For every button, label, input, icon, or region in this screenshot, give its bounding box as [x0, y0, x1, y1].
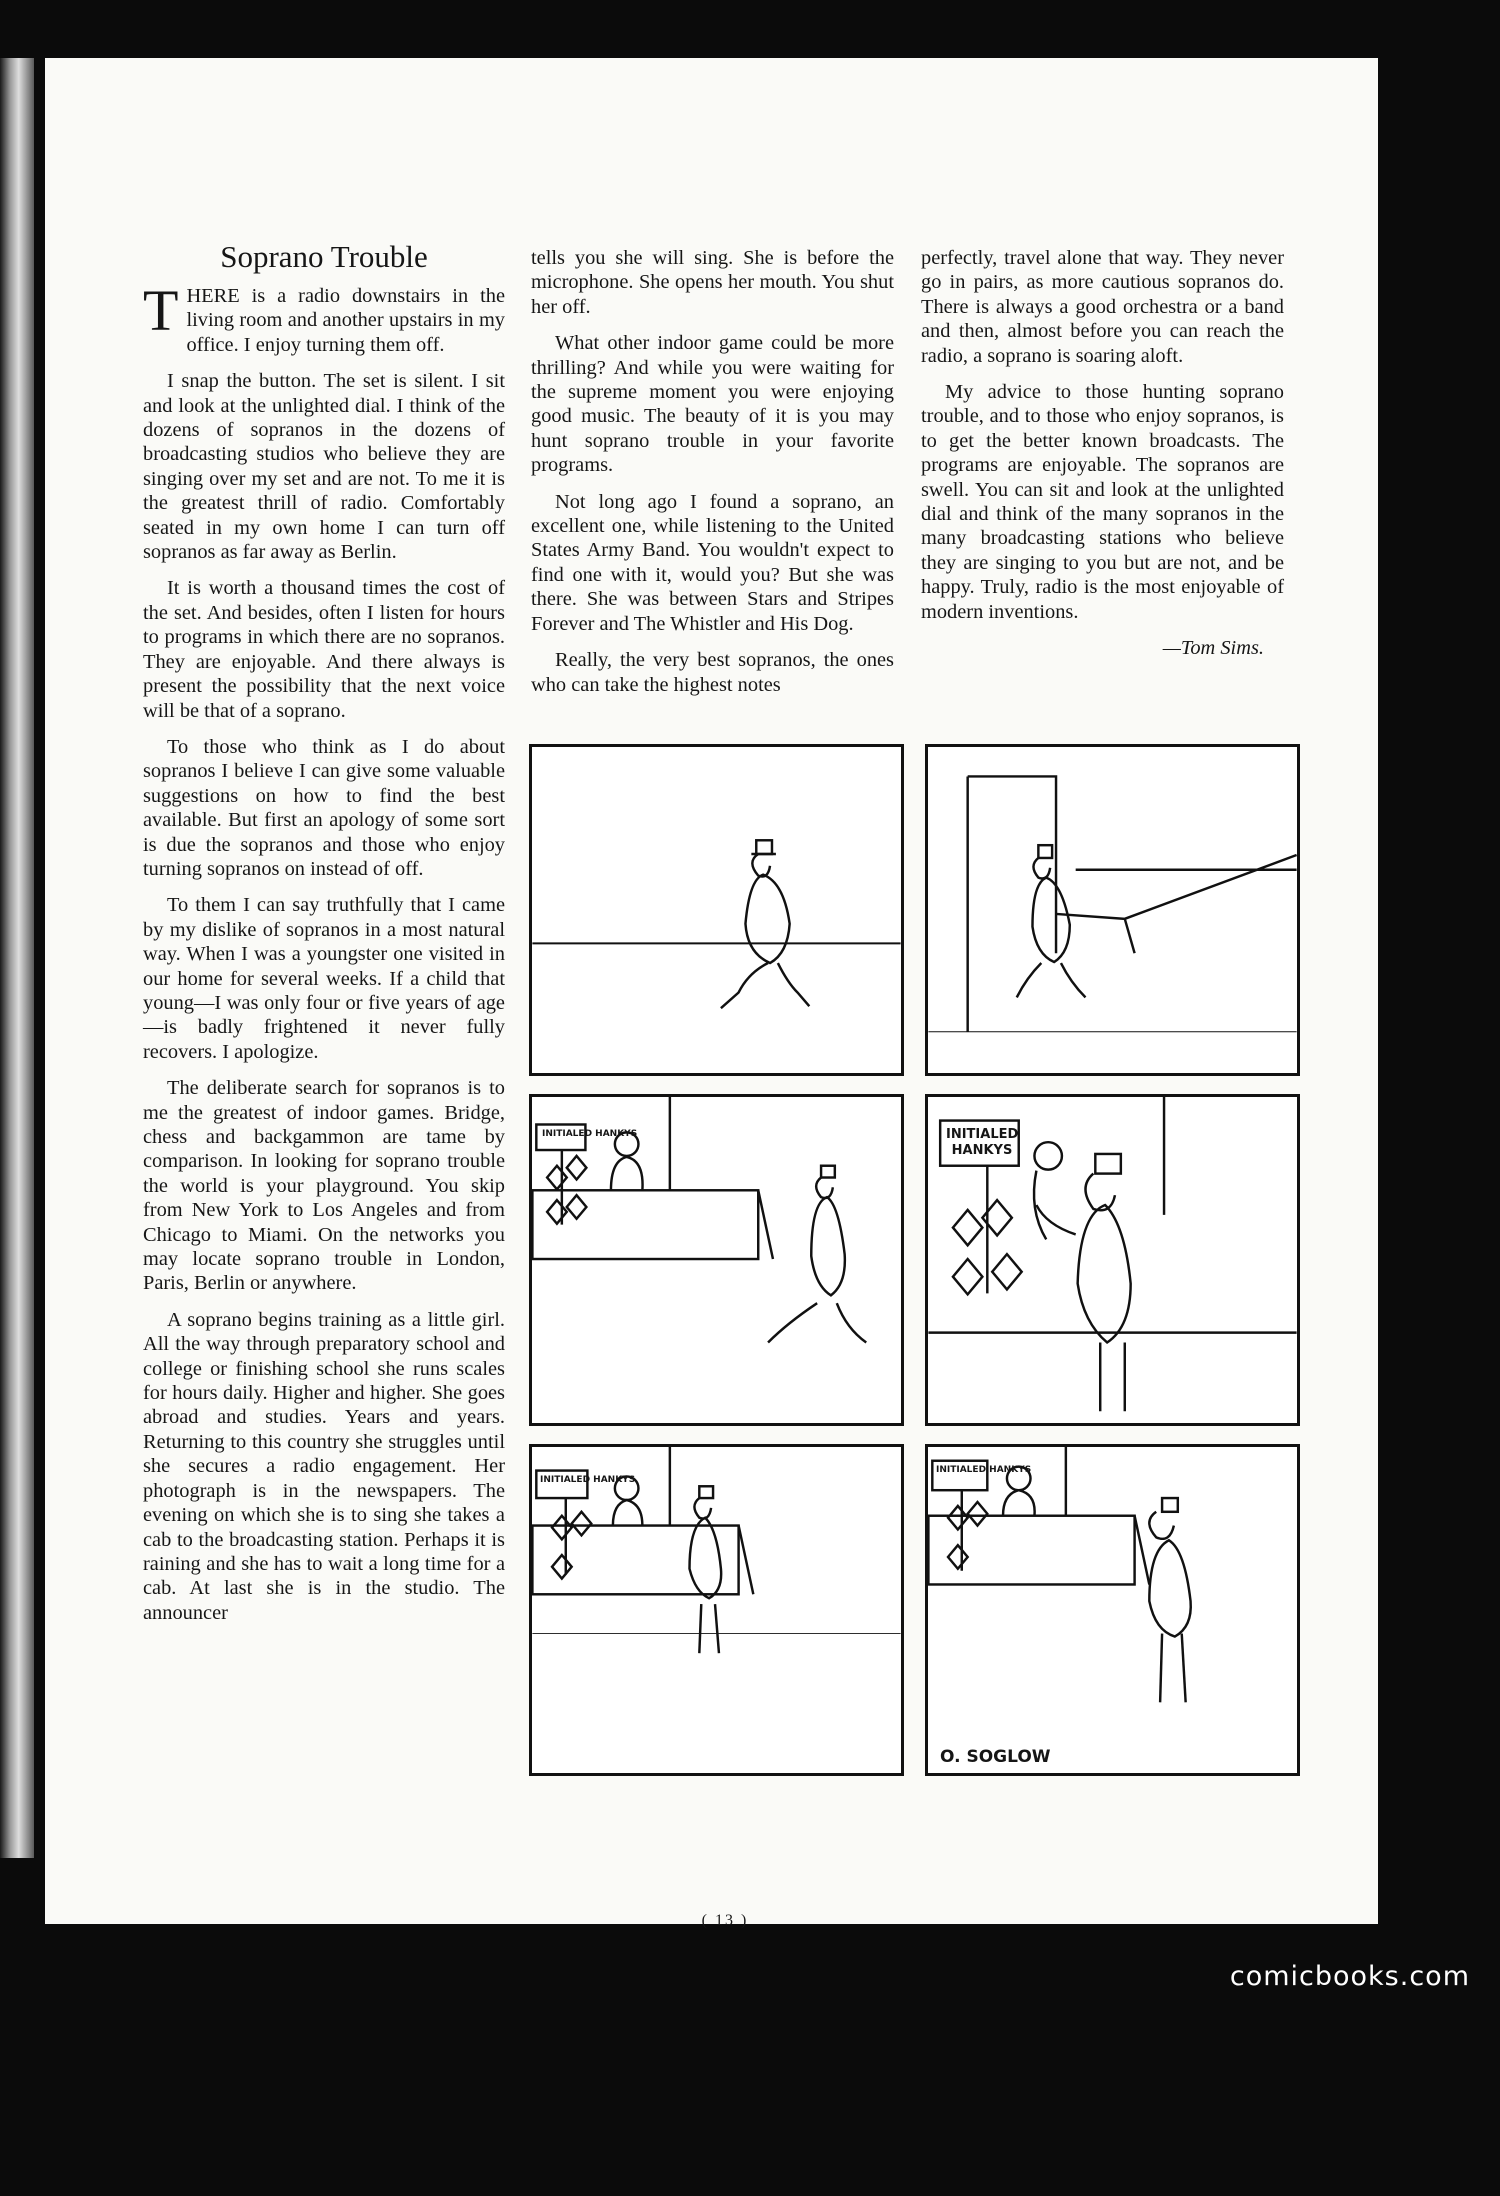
article-paragraph: tells you she will sing. She is before the microphone. She opens her mouth. You shut her off.: [531, 247, 894, 318]
comic-panel-2: [925, 744, 1300, 1076]
page-number: ( 13 ): [701, 1912, 749, 1929]
author-signature: —Tom Sims.: [1162, 637, 1264, 660]
comic-panel-4: [925, 1094, 1300, 1426]
article-paragraph: It is worth a thousand times the cost of the set. And besides, often I listen for hours to programs in which there are no sopranos. They are enjoyable. And there always is present the possibility that the next voice will be that of a soprano.: [143, 577, 505, 722]
adjacent-page-edge: [0, 58, 34, 1858]
magazine-page: [45, 58, 1378, 1929]
article-column-2: [531, 246, 894, 709]
comic-drawing: [928, 1447, 1297, 1773]
article-paragraph: What other indoor game could be more thrilling? And while you were waiting for the supreme moment you were enjoying good music. The beauty of it is you may hunt soprano trouble in your favorite programs.: [531, 332, 894, 477]
cartoonist-credit: O. SOGLOW: [940, 1747, 1051, 1767]
article-paragraph: My advice to those hunting soprano trouble, and to those who enjoy sopranos, is to get the better known broadcasts. The programs are enjoyable. The sopranos are swell. You can sit and look at the unlighted dial and think of the many sopranos in the many broadcasting stations who believe they are singing to you but are not, and be happy. Truly, radio is the most enjoyable of modern inventions.: [921, 381, 1284, 623]
article-paragraph: The deliberate search for sopranos is to me the greatest of indoor games. Bridge, chess and backgammon are tame by comparison. In looking for soprano trouble the world is your playground. You skip from New York to Los Angeles and from Chicago to Miami. On the networks you may locate soprano trouble in London, Paris, Berlin or anywhere.: [143, 1077, 505, 1295]
drop-cap: T: [143, 278, 179, 343]
article-paragraph: To them I can say truthfully that I came by my dislike of sopranos in a most natural way. When I was a youngster one visited in our home for several weeks. If a child that young—I was only four or five years of age—is badly frightened it never fully recovers. I apologize.: [143, 894, 505, 1063]
article-paragraph: perfectly, travel alone that way. They never go in pairs, as more cautious sopranos do. There is always a good orchestra or a band and then, almost before you can reach the radio, a soprano is soaring aloft.: [921, 247, 1284, 367]
hanky-sign: INITIALED HANKYS: [936, 1465, 1032, 1475]
comic-strip: [529, 744, 1301, 2196]
comic-panel-1: [529, 744, 904, 1076]
comic-drawing: [532, 1447, 901, 1773]
article-column-3: [921, 246, 1284, 673]
article-paragraph: Not long ago I found a soprano, an excellent one, while listening to the United States Army Band. You wouldn't expect to find one with it, would you? But she was there. She was between Stars and Stripes Forever and The Whistler and His Dog.: [531, 490, 894, 635]
comic-drawing: [532, 1097, 901, 1423]
hanky-sign: INITIALED HANKYS: [946, 1127, 1019, 1158]
hanky-sign: INITIALED HANKYS: [540, 1475, 636, 1485]
article-paragraph: THERE is a radio downstairs in the living room and another upstairs in my office. I enjoy turning them off.: [143, 278, 505, 356]
comic-drawing: [532, 747, 901, 1073]
comic-drawing: [928, 747, 1297, 1073]
comic-panel-6: [925, 1444, 1300, 1776]
site-watermark: comicbooks.com: [1229, 1961, 1470, 1992]
article-paragraph: I snap the button. The set is silent. I sit and look at the unlighted dial. I think of the dozens of sopranos in the dozens of broadcasting studios who believe they are singing over my set and are not. To me it is the greatest thrill of radio. Comfortably seated in my own home I can turn off sopranos as far away as Berlin.: [143, 370, 505, 564]
article-column-1: [143, 278, 505, 1637]
article-title: Soprano Trouble: [220, 239, 428, 274]
article-paragraph: A soprano begins training as a little girl. All the way through preparatory school and college or finishing school she runs scales for hours daily. Higher and higher. She goes abroad and studies. Years and years. Returning to this country she struggles until she secures a radio engagement. Her photograph is in the newspapers. The evening on which she is to sing she takes a cab to the broadcasting station. Perhaps it is raining and she has to wait a long time for a cab. At last she is in the studio. The announcer: [143, 1308, 505, 1624]
comic-panel-3: [529, 1094, 904, 1426]
article-paragraph: Really, the very best sopranos, the ones who can take the highest notes: [531, 649, 894, 696]
comic-panel-5: [529, 1444, 904, 1776]
article-paragraph: To those who think as I do about sopranos I believe I can give some valuable suggestions on how to find the best available. But first an apology of some sort is due the sopranos and those who enjoy turning sopranos on instead of off.: [143, 735, 505, 880]
hanky-sign: INITIALED HANKYS: [542, 1129, 638, 1139]
